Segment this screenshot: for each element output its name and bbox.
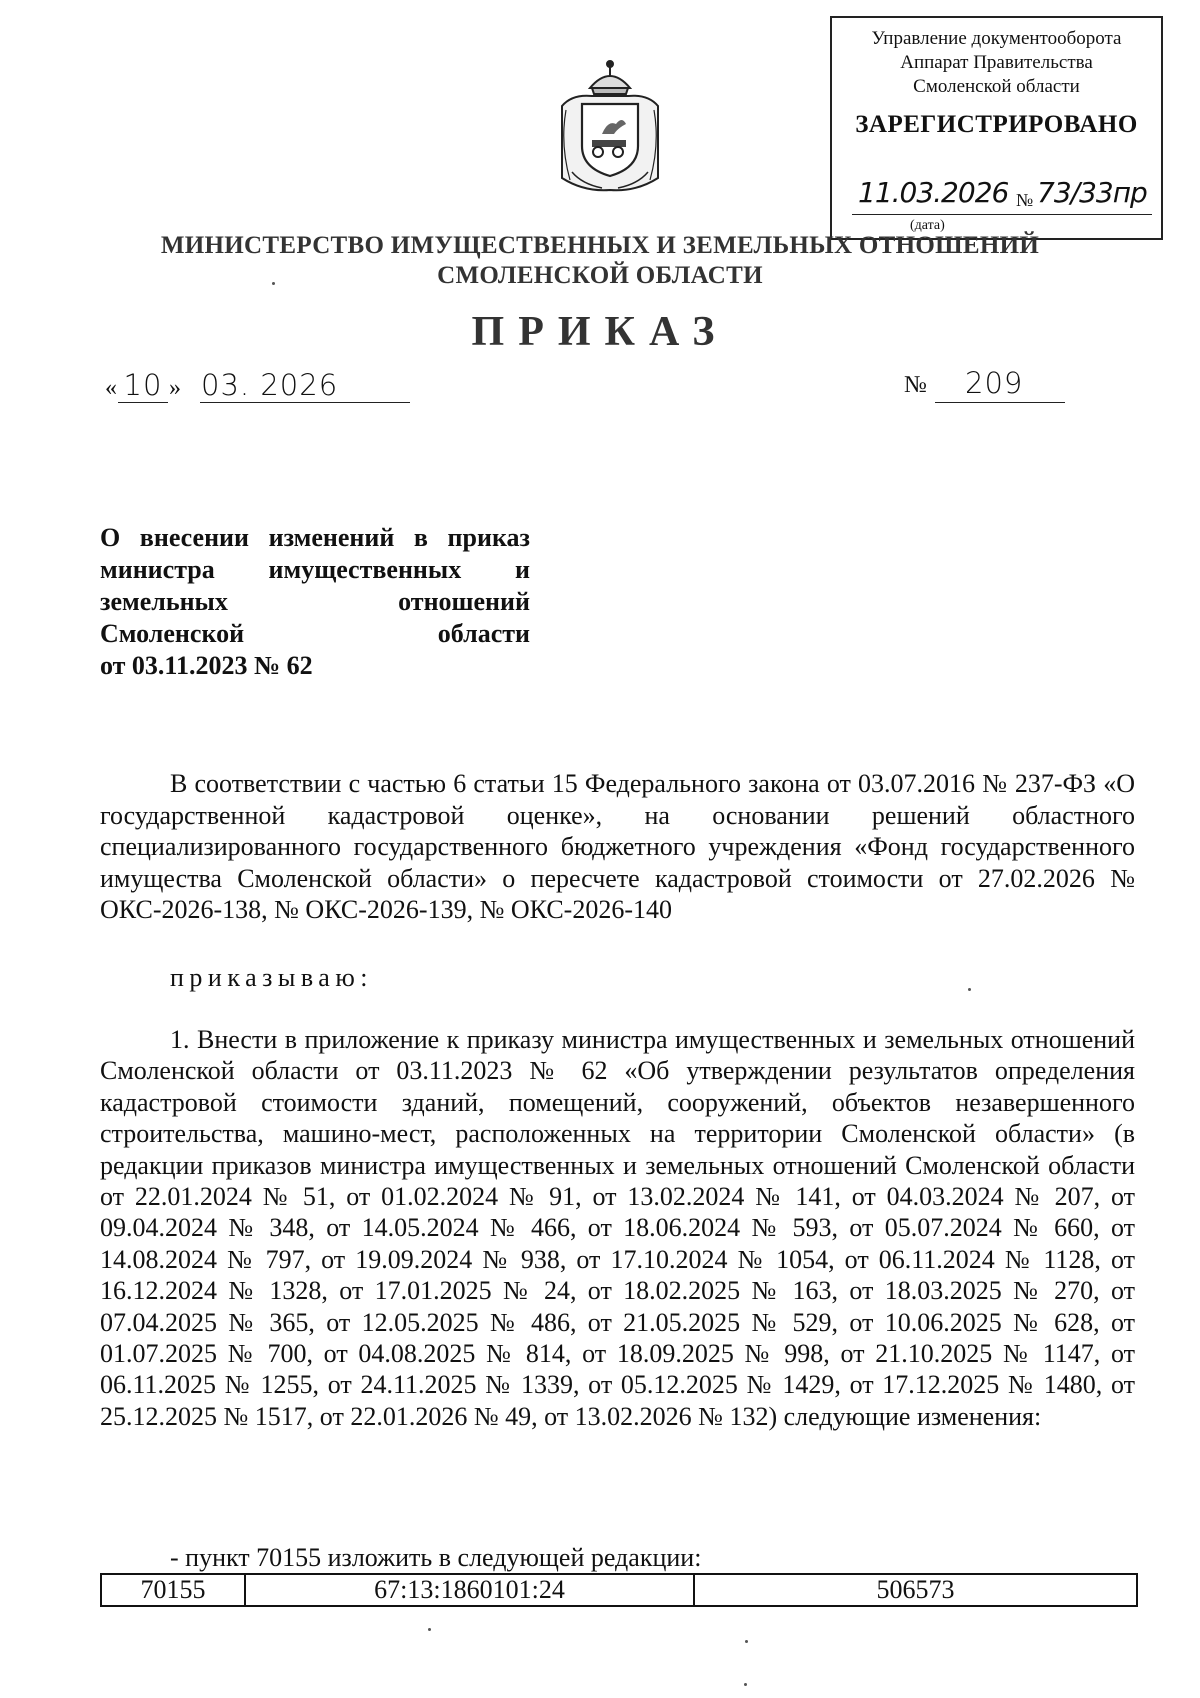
stamp-org-line3: Смоленской области xyxy=(913,76,1080,97)
scan-speck xyxy=(428,1628,431,1631)
preamble-paragraph xyxy=(100,768,1135,926)
item-1-paragraph xyxy=(100,1024,1135,1432)
stamp-number-handwritten: 73/33пр xyxy=(1037,176,1147,209)
stamp-org-line2: Аппарат Правительства xyxy=(900,52,1093,73)
ministry-name-line1: МИНИСТЕРСТВО ИМУЩЕСТВЕННЫХ И ЗЕМЕЛЬНЫХ ОТНОШЕНИЙ xyxy=(160,232,1040,259)
subject-line3: земельных отношений xyxy=(100,587,530,616)
number-underline xyxy=(935,402,1065,403)
date-quote-close: » xyxy=(169,375,181,401)
stamp-status: ЗАРЕГИСТРИРОВАНО xyxy=(855,111,1138,138)
scan-speck xyxy=(745,1640,748,1643)
subject-line1: О внесении изменений в приказ xyxy=(100,523,530,552)
stamp-org-line1: Управление документооборота xyxy=(871,28,1122,49)
document-type-title: ПРИКАЗ xyxy=(471,309,729,355)
item-1-text: 1. Внести в приложение к приказу министра имущественных и земельных отношений Смоленской области от 03.11.2023 № 62 «Об утверждении результатов определения кадастровой стоимости зданий, помещений, сооружений, объектов незавершенного строительства, машино-мест, расположенных на территории Смоленской области» (в редакции приказов министра имущественных и земельных отношений Смоленской области от 22.01.2024 № 51, от 01.02.2024 № 91, от 13.02.2024 № 141, от 04.03.2024 № 207, от 09.04.2024 № 348, от 14.05.2024 № 466, от 18.06.2024 № 593, от 05.07.2024 № 660, от 14.08.2024 № 797, от 19.09.2024 № 938, от 17.10.2024 № 1054, от 06.11.2024 № 1128, от 16.12.2024 № 1328, от 17.01.2025 № 24, от 18.02.2025 № 163, от 18.03.2025 № 270, от 07.04.2025 № 365, от 12.05.2025 № 486, от 21.05.2025 № 529, от 10.06.2025 № 628, от 01.07.2025 № 700, от 04.08.2025 № 814, от 18.09.2025 № 998, от 21.10.2025 № 1147, от 06.11.2025 № 1255, от 24.11.2025 № 1339, от 05.12.2025 № 1429, от 17.12.2025 № 1480, от 25.12.2025 № 1517, от 22.01.2026 № 49, от 13.02.2026 № 132) следующие изменения: xyxy=(100,1025,1135,1431)
order-subject xyxy=(100,522,530,682)
table-row xyxy=(101,1574,1137,1606)
coat-of-arms-emblem xyxy=(552,54,668,194)
subject-line5: от 03.11.2023 № 62 xyxy=(100,651,313,680)
order-number: 209 xyxy=(965,366,1024,400)
scan-speck xyxy=(272,282,275,285)
day-underline xyxy=(118,402,168,403)
command-paragraph xyxy=(100,962,1135,994)
subject-line4: Смоленской области xyxy=(100,619,530,648)
table-cell-item-number: 70155 xyxy=(101,1574,245,1606)
table-cell-cadastral-value: 506573 xyxy=(694,1574,1137,1606)
sub-item-text: - пункт 70155 изложить в следующей редакции: xyxy=(170,1543,702,1572)
registration-stamp xyxy=(830,16,1163,240)
scan-speck xyxy=(968,988,971,991)
stamp-number-sign: № xyxy=(1016,190,1034,210)
preamble-text: В соответствии с частью 6 статьи 15 Федерального закона от 03.07.2016 № 237-ФЗ «О государственной кадастровой оценке», на основании решений областного специализированного государственного бюджетного учреждения «Фонд государственного имущества Смоленской области» о пересчете кадастровой стоимости от 27.02.2026 № ОКС-2026-138, № ОКС-2026-139, № ОКС-2026-140 xyxy=(100,769,1135,924)
stamp-date-caption: (дата) xyxy=(910,218,945,233)
sub-item-paragraph xyxy=(100,1542,1135,1574)
command-text: приказываю: xyxy=(170,963,373,992)
order-day: 10 xyxy=(123,368,163,402)
stamp-date-handwritten: 11.03.2026 xyxy=(858,176,1009,209)
ministry-name-line2: СМОЛЕНСКОЙ ОБЛАСТИ xyxy=(437,262,763,289)
cadastral-table xyxy=(100,1573,1138,1607)
stamp-underline xyxy=(852,214,1152,215)
date-quote-open: « xyxy=(105,375,117,401)
month-underline xyxy=(200,402,410,403)
order-month-year: 03. 2026 xyxy=(201,368,339,402)
scan-speck xyxy=(744,1683,747,1686)
order-date xyxy=(105,368,338,402)
subject-line2: министра имущественных и xyxy=(100,555,530,584)
order-number-sign: № xyxy=(904,372,927,398)
table-cell-cadastral-number: 67:13:1860101:24 xyxy=(245,1574,694,1606)
